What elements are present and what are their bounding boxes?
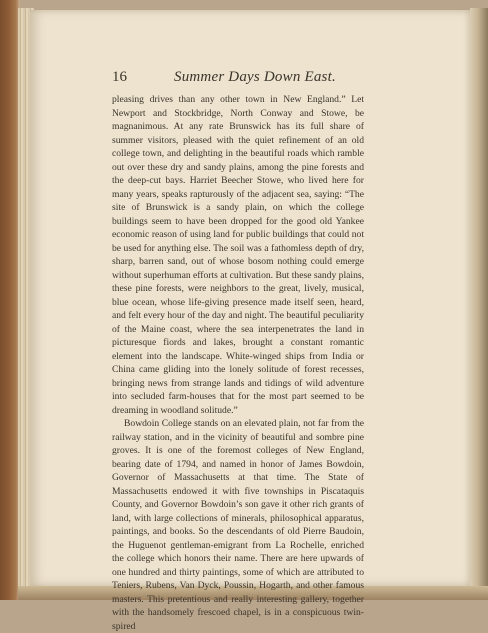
page-edges-right: [470, 8, 488, 588]
book-spine: [0, 0, 20, 600]
paragraph: pleasing drives than any other town in New England.” Let Newport and Stockbridge, North Conway and Stowe, be magnanimous. At any rate Brunswick has its full share of summer visitors, pleased with the quiet refinement of an old college town, and delighting in the beautiful roads which ramble out over these dry and sandy plains, among the pine forests and the deep-cut bays. Harriet Beecher Stowe, who lived here for many years, speaks rapturously of the adjacent sea, saying: “The site of Brunswick is a sandy plain, on which the college buildings seem to have been dropped for the good old Yankee economic reason of using land for public buildings that could not be used for anything else. The soil was a fathomless depth of dry, sharp, barren sand, out of whose bosom nothing could emerge without superhuman efforts at cultivation. But these sandy plains, these pine forests, were neighbors to the great, lively, musical, blue ocean, whose life-giving presence made itself seen, heard, and felt every hour of the day and night. The beautiful peculiarity of the Maine coast, where the sea interpenetrates the land in picturesque fiords and lakes, brought a constant romantic element into the landscape. White-winged ships from India or China came gliding into the lonely solitude of forest recesses, bringing news from strange lands and tidings of wild adventure into secluded farm-houses that for the most part seemed to be dreaming in woodland solitude.”: [112, 94, 364, 416]
running-title: Summer Days Down East.: [174, 69, 336, 85]
page-number: 16: [112, 69, 127, 85]
body-text: [112, 93, 364, 633]
paragraph: Bowdoin College stands on an elevated plain, not far from the railway station, and in the vicinity of beautiful and sombre pine groves. It is one of the foremost colleges of New England, bearing date of 1794, and named in honor of James Bowdoin, Governor of Massachusetts at that time. The State of Massachusetts endowed it with five townships in Piscataquis County, and Governor Bowdoin’s son gave it other rich grants of land, with large collections of minerals, philosophical apparatus, paintings, and books. So the descendants of old Pierre Baudoin, the Huguenot gentleman-emigrant from La Rochelle, enriched the college which honors their name. There are here upwards of one hundred and thirty paintings, some of which are attributed to Teniers, Rubens, Van Dyck, Poussin, Hogarth, and other famous masters. This pretentious and really interesting gallery, together with the handsomely frescoed chapel, is in a conspicuous twin-spired: [112, 418, 364, 632]
page-header: [112, 69, 362, 91]
